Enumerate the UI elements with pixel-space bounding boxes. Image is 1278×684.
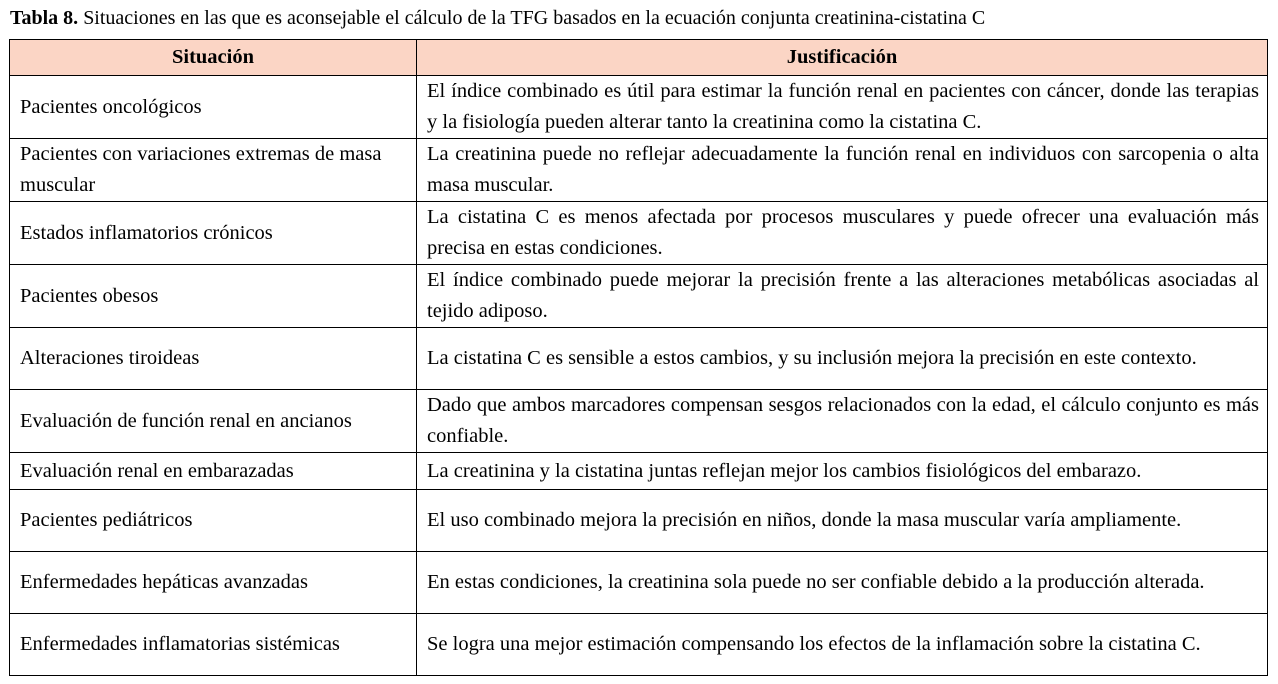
caption-text: Situaciones en las que es aconsejable el cálculo de la TFG basados en la ecuación conjunta creatinina-cistatina C [78, 7, 986, 29]
table-caption [10, 6, 985, 30]
justification-cell: Se logra una mejor estimación compensando los efectos de la inflamación sobre la cistatina C. [417, 614, 1268, 676]
table-row [10, 328, 1268, 390]
justification-cell: El índice combinado puede mejorar la precisión frente a las alteraciones metabólicas asociadas al tejido adiposo. [417, 265, 1268, 328]
justification-cell: En estas condiciones, la creatinina sola puede no ser confiable debido a la producción alterada. [417, 552, 1268, 614]
situations-table [9, 39, 1268, 676]
situation-cell: Enfermedades hepáticas avanzadas [10, 552, 417, 614]
table-row [10, 390, 1268, 453]
justification-cell: El índice combinado es útil para estimar la función renal en pacientes con cáncer, donde las terapias y la fisiología pueden alterar tanto la creatinina como la cistatina C. [417, 76, 1268, 139]
header-justification: Justificación [417, 40, 1268, 76]
table-row [10, 139, 1268, 202]
justification-cell: Dado que ambos marcadores compensan sesgos relacionados con la edad, el cálculo conjunto es más confiable. [417, 390, 1268, 453]
header-situation: Situación [10, 40, 417, 76]
table-row [10, 490, 1268, 552]
situation-cell: Enfermedades inflamatorias sistémicas [10, 614, 417, 676]
situation-cell: Pacientes pediátricos [10, 490, 417, 552]
situation-cell: Evaluación renal en embarazadas [10, 453, 417, 490]
situation-cell: Evaluación de función renal en ancianos [10, 390, 417, 453]
table-row [10, 265, 1268, 328]
table-row [10, 202, 1268, 265]
justification-cell: La cistatina C es sensible a estos cambios, y su inclusión mejora la precisión en este contexto. [417, 328, 1268, 390]
caption-label: Tabla 8. [10, 7, 79, 29]
table-row [10, 552, 1268, 614]
justification-cell: La creatinina y la cistatina juntas reflejan mejor los cambios fisiológicos del embarazo. [417, 453, 1268, 490]
justification-cell: El uso combinado mejora la precisión en niños, donde la masa muscular varía ampliamente. [417, 490, 1268, 552]
situation-cell: Pacientes con variaciones extremas de masa muscular [10, 139, 417, 202]
situation-cell: Alteraciones tiroideas [10, 328, 417, 390]
situation-cell: Pacientes obesos [10, 265, 417, 328]
justification-cell: La cistatina C es menos afectada por procesos musculares y puede ofrecer una evaluación más precisa en estas condiciones. [417, 202, 1268, 265]
table-row [10, 453, 1268, 490]
table-row [10, 614, 1268, 676]
table-header-row [10, 40, 1268, 76]
situation-cell: Estados inflamatorios crónicos [10, 202, 417, 265]
situation-cell: Pacientes oncológicos [10, 76, 417, 139]
table-row [10, 76, 1268, 139]
justification-cell: La creatinina puede no reflejar adecuadamente la función renal en individuos con sarcopenia o alta masa muscular. [417, 139, 1268, 202]
